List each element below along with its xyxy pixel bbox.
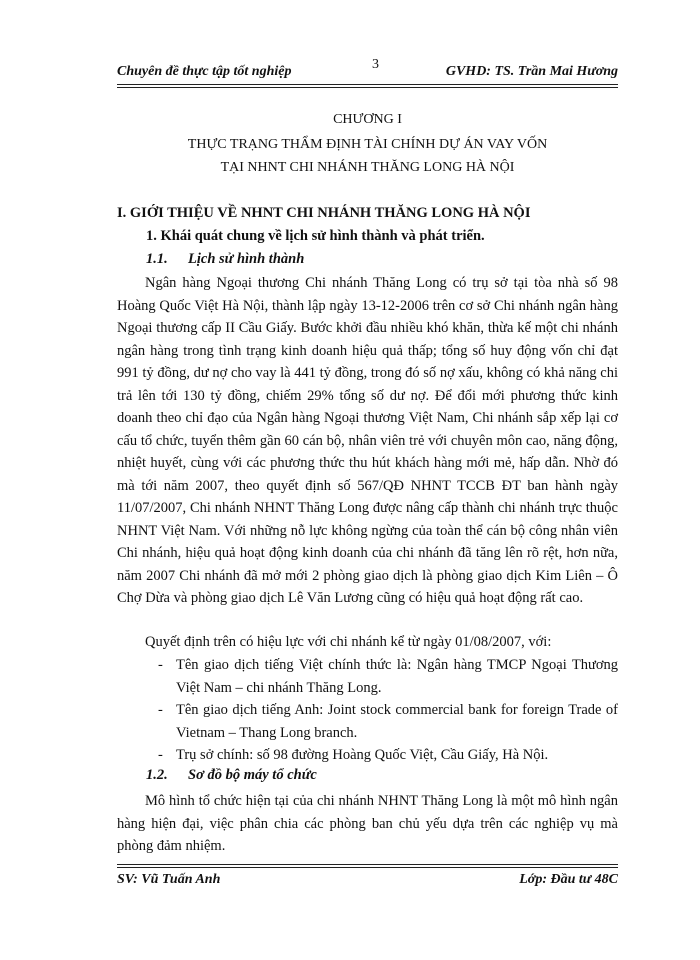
subsubsection-number-2: 1.2. bbox=[146, 767, 168, 783]
bullet-dash: - bbox=[158, 747, 163, 763]
paragraph-decision: Quyết định trên có hiệu lực với chi nhánh kể từ ngày 01/08/2007, với: bbox=[145, 634, 552, 650]
page-header bbox=[117, 57, 618, 84]
list-item-text: Trụ sở chính: số 98 đường Hoàng Quốc Việt, Cầu Giấy, Hà Nội. bbox=[176, 747, 549, 763]
bullet-dash: - bbox=[158, 702, 163, 718]
bullet-dash: - bbox=[158, 657, 163, 673]
footer-rule bbox=[117, 864, 618, 865]
subsubsection-number: 1.1. bbox=[146, 251, 168, 267]
list-item-text: Tên giao dịch tiếng Việt chính thức là: Ngân hàng TMCP Ngoại Thương Việt Nam – chi nhánh Thăng Long. bbox=[176, 657, 618, 696]
section-heading: I. GIỚI THIỆU VỀ NHNT CHI NHÁNH THĂNG LONG HÀ NỘI bbox=[117, 205, 531, 221]
page-number: 3 bbox=[372, 57, 379, 72]
header-supervisor: GVHD: TS. Trần Mai Hương bbox=[445, 64, 618, 79]
subsection-heading: 1. Khái quát chung về lịch sử hình thành và phát triển. bbox=[146, 228, 485, 244]
header-rule-double bbox=[117, 87, 618, 88]
footer-rule-double bbox=[117, 867, 618, 868]
body-text-block-3 bbox=[117, 790, 618, 858]
list-item bbox=[160, 699, 618, 744]
paragraph-org-model: Mô hình tổ chức hiện tại của chi nhánh NHNT Thăng Long là một mô hình ngân hàng hiện đại, việc phân chia các phòng ban chủ yếu dựa trên các nghiệp vụ mà phòng đảm nhiệm. bbox=[117, 793, 618, 854]
chapter-label: CHƯƠNG I bbox=[333, 112, 402, 127]
body-text-block-2 bbox=[117, 631, 618, 654]
body-text-block bbox=[117, 272, 618, 610]
header-rule bbox=[117, 84, 618, 85]
footer-class: Lớp: Đầu tư 48C bbox=[519, 872, 618, 887]
chapter-title-line2: TẠI NHNT CHI NHÁNH THĂNG LONG HÀ NỘI bbox=[220, 160, 515, 175]
subsubsection-title-2: Sơ đồ bộ máy tổ chức bbox=[188, 767, 317, 783]
subsubsection-title: Lịch sử hình thành bbox=[188, 251, 305, 267]
chapter-title-line1: THỰC TRẠNG THẨM ĐỊNH TÀI CHÍNH DỰ ÁN VAY VỐN bbox=[187, 137, 548, 152]
list-item bbox=[160, 654, 618, 699]
list-item-text: Tên giao dịch tiếng Anh: Joint stock commercial bank for foreign Trade of Vietnam – Thang Long branch. bbox=[176, 702, 618, 741]
header-report-title: Chuyên đề thực tập tốt nghiệp bbox=[117, 64, 292, 79]
footer-student: SV: Vũ Tuấn Anh bbox=[117, 872, 221, 887]
paragraph-history: Ngân hàng Ngoại thương Chi nhánh Thăng Long có trụ sở tại tòa nhà số 98 Hoàng Quốc Việt Hà Nội, thành lập ngày 13-12-2006 trên cơ sở Chi nhánh ngân hàng Ngoại thương cấp II Cầu Giấy. Bước khởi đầu nhiều khó khăn, thừa kế một chi nhánh ngân hàng trong tình trạng kinh doanh hiệu quả thấp; tổng số huy động vốn chỉ đạt 991 tỷ đồng, dư nợ cho vay là 441 tỷ đồng, trong đó số nợ xấu, không có khả năng chi trả lên tới 130 tỷ đồng, chiếm 29% tổng số dư nợ. Để đổi mới phương thức kinh doanh theo chỉ đạo của Ngân hàng Ngoại thương Việt Nam, Chi nhánh sắp xếp lại cơ cấu tổ chức, tuyển thêm gần 60 cán bộ, nhân viên trẻ với chuyên môn cao, năng động, nhiệt huyết, cùng với các phương thức thu hút khách hàng mới mẻ, hấp dẫn. Nhờ đó mà tới năm 2007, theo quyết định số 567/QĐ NHNT TCCB ĐT ban hành ngày 11/07/2007, Chi nhánh NHNT Thăng Long được nâng cấp thành chi nhánh trực thuộc NHNT Việt Nam. Với những nỗ lực không ngừng của toàn thể cán bộ công nhân viên Chi nhánh, hiệu quả hoạt động kinh doanh của chi nhánh đã tăng lên rõ rệt, hơn nữa, năm 2007 Chi nhánh đã mở mới 2 phòng giao dịch là phòng giao dịch Kim Liên – Ô Chợ Dừa và phòng giao dịch Lê Văn Lương cũng có hiệu quả hoạt động rất cao. bbox=[117, 275, 618, 606]
list-item bbox=[160, 744, 618, 767]
